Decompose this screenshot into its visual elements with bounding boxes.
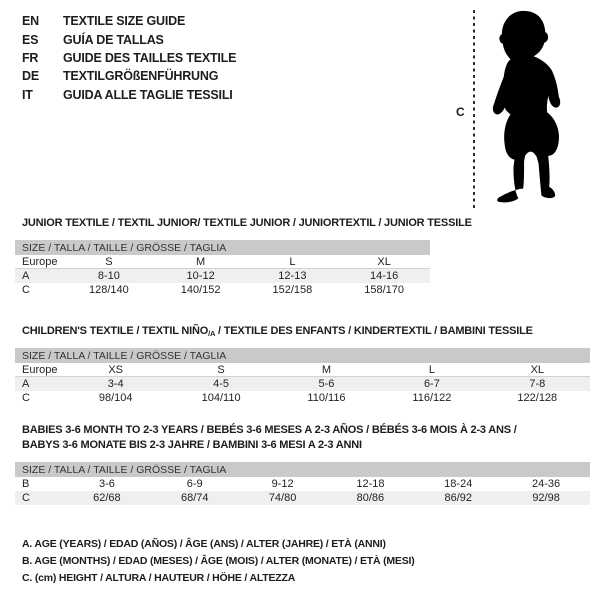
cell: 158/170 xyxy=(364,284,404,296)
row-label: A xyxy=(22,378,30,390)
cell: S xyxy=(105,255,113,268)
cell: S xyxy=(217,363,225,376)
table-row xyxy=(15,255,430,269)
cell: 6-7 xyxy=(423,378,440,390)
title-subscript: /A xyxy=(208,329,216,338)
language-code: ES xyxy=(22,32,39,47)
list-item xyxy=(22,67,236,85)
cell: 152/158 xyxy=(272,284,313,296)
list-item xyxy=(22,12,236,30)
size-header-bar: SIZE / TALLA / TAILLE / GRÖSSE / TAGLIA xyxy=(15,240,430,255)
height-measure-dashed-line xyxy=(472,10,476,210)
language-code: IT xyxy=(22,87,33,102)
cell: XL xyxy=(530,363,545,376)
table-row xyxy=(15,477,590,491)
cell: M xyxy=(321,363,332,376)
cell: M xyxy=(196,255,206,268)
size-header-bar: SIZE / TALLA / TAILLE / GRÖSSE / TAGLIA xyxy=(15,348,590,363)
language-code: EN xyxy=(22,14,39,29)
cell: 122/128 xyxy=(517,392,558,404)
cell: 110/116 xyxy=(307,392,346,404)
cell: 68/74 xyxy=(180,492,209,504)
language-code: DE xyxy=(22,69,39,84)
cell: 128/140 xyxy=(88,284,129,296)
list-item xyxy=(22,30,236,48)
row-label: B xyxy=(22,478,30,490)
height-measure-label: C xyxy=(456,105,465,119)
cell: 104/110 xyxy=(201,392,241,404)
list-item xyxy=(22,86,236,104)
table-row xyxy=(15,377,590,391)
table-row xyxy=(15,491,590,505)
babies-section-title-line2: BABYS 3-6 MONATE BIS 2-3 JAHRE / BAMBINI 3-6 MESI A 2-3 ANNI xyxy=(22,439,362,451)
title-text: / TEXTILE DES ENFANTS / KINDERTEXTIL / BAMBINI TESSILE xyxy=(215,325,533,337)
children-size-table xyxy=(15,348,590,405)
footnote-a: A. AGE (YEARS) / EDAD (AÑOS) / ÂGE (ANS) / ALTER (JAHRE) / ETÀ (ANNI) xyxy=(22,538,386,550)
cell: 86/92 xyxy=(444,492,472,504)
cell: 116/122 xyxy=(412,392,452,404)
row-label: Europe xyxy=(22,363,58,376)
cell: 14-16 xyxy=(370,270,399,282)
table-row xyxy=(15,283,430,297)
cell: 98/104 xyxy=(98,392,133,404)
babies-size-table xyxy=(15,462,590,505)
cell: 74/80 xyxy=(268,492,297,504)
guide-title: GUIDA ALLE TAGLIE TESSILI xyxy=(63,87,233,102)
cell: 3-4 xyxy=(107,378,124,390)
table-row xyxy=(15,391,590,405)
baby-silhouette-icon xyxy=(483,9,569,207)
footnote-c: C. (cm) HEIGHT / ALTURA / HAUTEUR / HÖHE / ALTEZZA xyxy=(22,572,296,584)
junior-section-title: JUNIOR TEXTILE / TEXTIL JUNIOR/ TEXTILE JUNIOR / JUNIORTEXTIL / JUNIOR TESSILE xyxy=(22,217,472,229)
size-header-bar: SIZE / TALLA / TAILLE / GRÖSSE / TAGLIA xyxy=(15,462,590,477)
cell: 3-6 xyxy=(98,478,115,490)
cell: L xyxy=(428,363,435,376)
cell: 7-8 xyxy=(529,378,546,390)
list-item xyxy=(22,49,236,67)
guide-title: GUIDE DES TAILLES TEXTILE xyxy=(63,50,237,65)
cell: XL xyxy=(377,255,391,268)
cell: 4-5 xyxy=(213,378,230,390)
row-label: A xyxy=(22,270,30,282)
cell: 9-12 xyxy=(271,478,294,490)
title-text: CHILDREN'S TEXTILE / TEXTIL NIÑO xyxy=(22,325,209,337)
cell: 24-36 xyxy=(532,478,561,490)
row-label: C xyxy=(22,284,30,296)
row-label: Europe xyxy=(22,255,58,268)
cell: 5-6 xyxy=(318,378,335,390)
row-label: C xyxy=(22,492,30,504)
cell: 18-24 xyxy=(444,478,473,490)
guide-title: GUÍA DE TALLAS xyxy=(63,32,164,47)
footnote-legend xyxy=(22,536,415,587)
footnote-b: B. AGE (MONTHS) / EDAD (MESES) / ÂGE (MOIS) / ALTER (MONATE) / ETÀ (MESI) xyxy=(22,555,415,567)
cell: 10-12 xyxy=(186,270,215,282)
cell: 80/86 xyxy=(356,492,385,504)
cell: 140/152 xyxy=(180,284,221,296)
cell: XS xyxy=(108,363,124,376)
language-title-list xyxy=(22,12,236,104)
cell: 12-13 xyxy=(278,270,307,282)
cell: 92/98 xyxy=(532,492,560,504)
junior-size-table xyxy=(15,240,430,297)
children-section-title xyxy=(22,325,533,337)
cell: 12-18 xyxy=(356,478,385,490)
cell: 8-10 xyxy=(97,270,120,282)
guide-title: TEXTILE SIZE GUIDE xyxy=(63,14,186,29)
cell: 62/68 xyxy=(93,492,121,504)
guide-title: TEXTILGRÖßENFÜHRUNG xyxy=(63,69,219,84)
table-row xyxy=(15,269,430,283)
row-label: C xyxy=(22,392,30,404)
table-row xyxy=(15,363,590,377)
babies-section-title-line1: BABIES 3-6 MONTH TO 2-3 YEARS / BEBÉS 3-6 MESES A 2-3 AÑOS / BÉBÉS 3-6 MOIS À 2-3 ANS / xyxy=(22,424,517,436)
cell: L xyxy=(289,255,296,268)
cell: 6-9 xyxy=(186,478,203,490)
language-code: FR xyxy=(22,50,39,65)
